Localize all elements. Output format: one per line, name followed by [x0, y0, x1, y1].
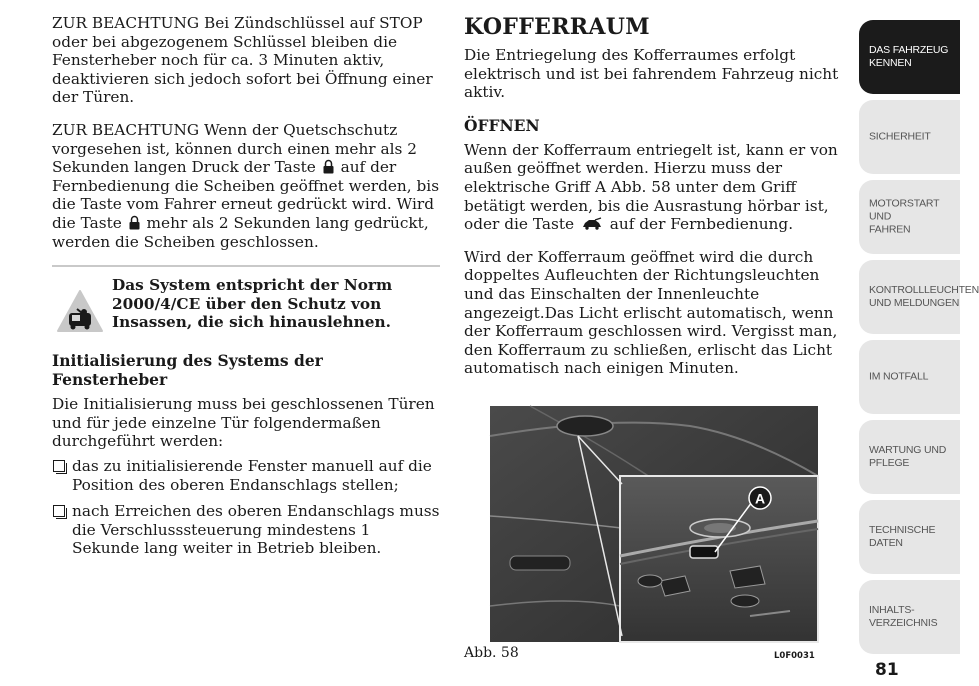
note-anti-pinch: ZUR BEACHTUNG Wenn der Quetschschutz vorgesehen ist, können durch einen mehr als 2 Sekunden langen Druck der Taste auf der Fernbedienung die Scheiben geöffnet werden, bis die Taste vom Fahrer erneut gedrückt wird. Wird die Taste mehr als 2 Sekunden lang gedrückt, werden die Scheiben geschlossen. [52, 120, 440, 251]
padlock-icon [129, 215, 140, 230]
tab-das-fahrzeug-kennen[interactable]: DAS FAHRZEUG KENNEN [859, 20, 960, 94]
paragraph-open-feedback: Wird der Kofferraum geöffnet wird die durch doppeltes Aufleuchten der Richtungsleuchten und das Einschalten der Innenleuchte angezeigt.Das Licht erlischt automatisch, wenn der Kofferraum geschlossen wird. Vergisst man, den Kofferraum zu schließen, erlischt das Licht automatisch nach einigen Minuten. [464, 247, 838, 378]
figure-code: L0F0031 [774, 651, 815, 661]
chapter-tabs [859, 20, 979, 660]
checkbox-bullet-icon [53, 505, 65, 517]
paragraph-trunk-release: Die Entriegelung des Kofferraumes erfolgt elektrisch und ist bei fahrendem Fahrzeug nicht aktiv. [464, 46, 839, 102]
warning-triangle-icon [56, 289, 104, 333]
paragraph-initialization: Die Initialisierung muss bei geschlossenen Türen und für jede einzelne Tür folgendermaßen durchgeführt werden: [52, 395, 435, 451]
right-column [464, 14, 842, 392]
list-item: nach Erreichen des oberen Endanschlags muss die Verschlusssteuerung mindestens 1 Sekunde lang weiter in Betrieb bleiben. [52, 502, 440, 558]
page-number: 81 [875, 660, 899, 680]
tab-sicherheit[interactable]: SICHERHEIT [859, 100, 960, 174]
initialization-steps [52, 457, 440, 558]
trunk-photo-illustration [490, 406, 818, 642]
warning-box [52, 265, 440, 341]
note-ignition: ZUR BEACHTUNG Bei Zündschlüssel auf STOP oder bei abgezogenem Schlüssel bleiben die Fensterheber noch für ca. 3 Minuten aktiv, deaktivieren sich jedoch sofort bei Öffnung einer der Türen. [52, 14, 433, 107]
car-trunk-icon [582, 218, 602, 230]
tab-technische-daten[interactable]: TECHNISCHE DATEN [859, 500, 960, 574]
trunk-handle-photo [490, 406, 818, 642]
tab-kontrollleuchten[interactable]: KONTROLLLEUCHTEN UND MELDUNGEN [859, 260, 960, 334]
section-title: KOFFERRAUM [464, 14, 650, 40]
tab-inhaltsverzeichnis[interactable]: INHALTS- VERZEICHNIS [859, 580, 960, 654]
heading-open: ÖFFNEN [464, 115, 540, 135]
warning-text: Das System entspricht der Norm 2000/4/CE über den Schutz von Insassen, die sich hinauslehnen. [112, 276, 393, 332]
list-item: das zu initialisierende Fenster manuell auf die Position des oberen Endanschlags stellen; [52, 457, 440, 494]
checkbox-bullet-icon [53, 460, 65, 472]
heading-initialization: Initialisierung des Systems der Fensterheber [52, 351, 323, 390]
figure-caption: Abb. 58 [464, 645, 519, 661]
left-column [52, 14, 440, 566]
tab-im-notfall[interactable]: IM NOTFALL [859, 340, 960, 414]
paragraph-open-instructions: Wenn der Kofferraum entriegelt ist, kann er von außen geöffnet werden. Hierzu muss der elektrische Griff A Abb. 58 unter dem Griff betätigt werden, bis die Ausrastung hörbar ist, oder die Taste auf der Fernbedienung. [464, 140, 838, 234]
padlock-icon [323, 159, 334, 174]
tab-wartung-und-pflege[interactable]: WARTUNG UND PFLEGE [859, 420, 960, 494]
callout-a-label: A [754, 490, 766, 507]
tab-motorstart-und-fahren[interactable]: MOTORSTART UND FAHREN [859, 180, 960, 254]
